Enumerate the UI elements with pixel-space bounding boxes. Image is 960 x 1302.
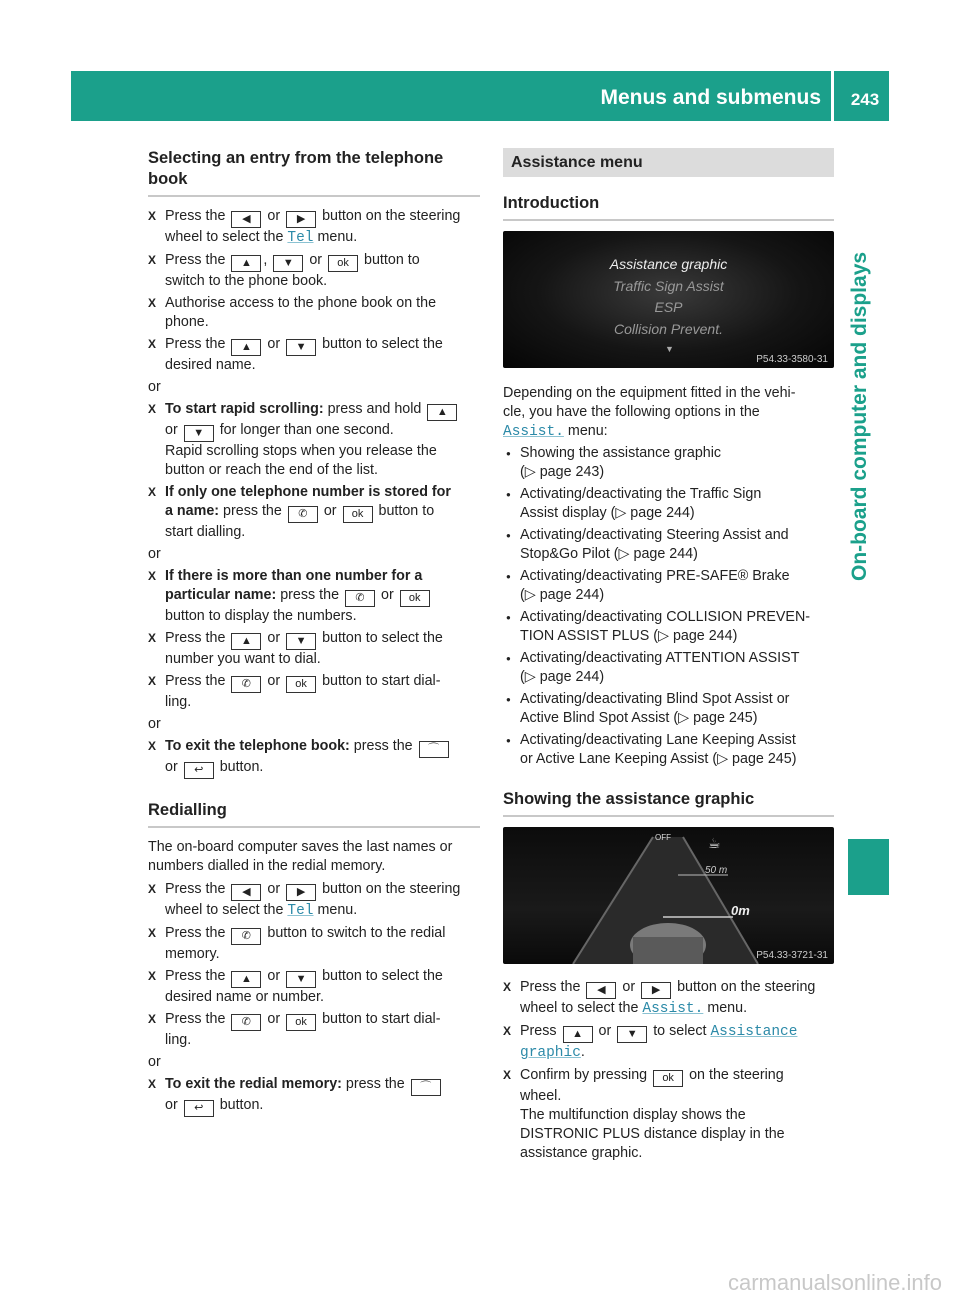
list-item: ● Activating/deactivating Steering Assist and Stop&Go Pilot (▷ page 244) <box>503 526 834 564</box>
step: X Press the ▲ , ▼ or ok button to switch to the phone book. <box>148 251 480 291</box>
ok-key-icon: ok <box>328 255 358 272</box>
left-column <box>148 148 480 1120</box>
right-arrow-key-icon: ▶ <box>286 884 316 901</box>
step: X Press the ◀ or ▶ button on the steering wheel to select the Tel menu. <box>148 207 480 248</box>
or-text: or <box>148 1054 161 1070</box>
right-arrow-key-icon: ▶ <box>641 982 671 999</box>
up-key-icon: ▲ <box>231 633 261 650</box>
down-key-icon: ▼ <box>286 339 316 356</box>
phone-key-icon: ✆ <box>288 506 318 523</box>
chapter-label: On-board computer and displays <box>848 251 871 581</box>
list-item: ● Activating/deactivating Blind Spot Assist or Active Blind Spot Assist (▷ page 245) <box>503 690 834 728</box>
or-text: or <box>148 379 161 395</box>
menu-item-collision-prevent: Collision Prevent. <box>614 321 723 337</box>
phone-key-icon: ✆ <box>231 676 261 693</box>
heading-showing-assistance-graphic: Showing the assistance graphic <box>503 789 834 817</box>
heading-introduction: Introduction <box>503 193 834 221</box>
step: X Press ▲ or ▼ to select Assistance graphic. <box>503 1022 834 1063</box>
distance-label: 50 m <box>705 865 728 876</box>
list-item: ● Activating/deactivating ATTENTION ASSIST (▷ page 244) <box>503 649 834 687</box>
left-arrow-key-icon: ◀ <box>231 884 261 901</box>
road-graphic <box>503 827 834 964</box>
step: X Press the ✆ button to switch to the redial memory. <box>148 924 480 964</box>
chapter-sidebar <box>848 121 889 821</box>
heading-phone-book: Selecting an entry from the telephone book <box>148 148 480 197</box>
step: X Confirm by pressing ok on the steering wheel. The multifunction display shows the DISTRONIC PLUS distance display in the assistance graphic. <box>503 1066 834 1163</box>
up-key-icon: ▲ <box>427 404 457 421</box>
list-item: ● Activating/deactivating Lane Keeping Assist or Active Lane Keeping Assist (▷ page 245) <box>503 731 834 769</box>
scroll-down-icon: ▼ <box>665 344 674 354</box>
chapter-tab <box>848 839 889 895</box>
menu-item-esp: ESP <box>654 299 683 315</box>
ok-key-icon: ok <box>400 590 430 607</box>
figure-code: P54.33-3721-31 <box>756 950 828 961</box>
or-text: or <box>148 546 161 562</box>
up-key-icon: ▲ <box>231 255 261 272</box>
step: X Press the ✆ or ok button to start dial- ling. <box>148 1010 480 1050</box>
coffee-cup-icon: ☕ <box>708 835 721 851</box>
list-item: ● Activating/deactivating PRE-SAFE® Brake (▷ page 244) <box>503 567 834 605</box>
options-list <box>503 444 834 769</box>
figure-code: P54.33-3580-31 <box>756 354 828 365</box>
menu-item-assistance-graphic: Assistance graphic <box>609 256 728 272</box>
assistance-menu-banner: Assistance menu <box>503 148 834 177</box>
hang-up-key-icon: ⌒ <box>411 1079 441 1096</box>
menu-item-traffic-sign-assist: Traffic Sign Assist <box>613 278 724 294</box>
step: X Press the ✆ or ok button to start dial- ling. <box>148 672 480 712</box>
step: X Press the ▲ or ▼ button to select the desired name. <box>148 335 480 375</box>
back-key-icon: ↩ <box>184 1100 214 1117</box>
watermark: carmanualsonline.info <box>727 1270 942 1295</box>
step: X Press the ▲ or ▼ button to select the number you want to dial. <box>148 629 480 669</box>
ok-key-icon: ok <box>653 1070 683 1087</box>
down-key-icon: ▼ <box>184 425 214 442</box>
ok-key-icon: ok <box>286 1014 316 1031</box>
left-arrow-key-icon: ◀ <box>586 982 616 999</box>
list-item: ● Activating/deactivating COLLISION PREVEN- TION ASSIST PLUS (▷ page 244) <box>503 608 834 646</box>
intro-paragraph: Depending on the equipment fitted in the vehi- cle, you have the following options in the Assist. menu: <box>503 385 796 440</box>
step: X If only one telephone number is stored for a name: press the ✆ or ok button to start dialling. <box>148 483 480 542</box>
up-key-icon: ▲ <box>231 339 261 356</box>
up-key-icon: ▲ <box>231 971 261 988</box>
ok-key-icon: ok <box>286 676 316 693</box>
phone-key-icon: ✆ <box>345 590 375 607</box>
page-header <box>71 71 889 121</box>
assistance-graphic-photo <box>503 827 834 964</box>
step: X To exit the telephone book: press the ⌒ or ↩ button. <box>148 737 480 779</box>
step: X To exit the redial memory: press the ⌒ or ↩ button. <box>148 1075 480 1117</box>
down-key-icon: ▼ <box>617 1026 647 1043</box>
step: X Press the ▲ or ▼ button to select the desired name or number. <box>148 967 480 1007</box>
left-arrow-key-icon: ◀ <box>231 211 261 228</box>
ok-key-icon: ok <box>343 506 373 523</box>
step: X To start rapid scrolling: press and hold ▲ or ▼ for longer than one second. Rapid scrolling stops when you release the button or reach the end of the list. <box>148 400 480 480</box>
step: X Press the ◀ or ▶ button on the steering wheel to select the Assist. menu. <box>503 978 834 1019</box>
page-number: 243 <box>850 90 880 109</box>
steering-assist-off-icon: OFF <box>655 833 671 842</box>
list-item: ● Showing the assistance graphic (▷ page 243) <box>503 444 834 482</box>
assistance-menu-photo <box>503 231 834 368</box>
section-title: Menus and submenus <box>600 86 821 109</box>
step: X If there is more than one number for a particular name: press the ✆ or ok button to display the numbers. <box>148 567 480 626</box>
phone-key-icon: ✆ <box>231 1014 261 1031</box>
phone-key-icon: ✆ <box>231 928 261 945</box>
up-key-icon: ▲ <box>563 1026 593 1043</box>
down-key-icon: ▼ <box>286 633 316 650</box>
right-column <box>503 148 834 1166</box>
header-divider <box>831 71 834 121</box>
or-text: or <box>148 716 161 732</box>
step: X Press the ◀ or ▶ button on the steering wheel to select the Tel menu. <box>148 880 480 921</box>
step: X Authorise access to the phone book on the phone. <box>148 294 480 332</box>
list-item: ● Activating/deactivating the Traffic Sign Assist display (▷ page 244) <box>503 485 834 523</box>
heading-redialling: Redialling <box>148 800 480 828</box>
redial-intro: The on-board computer saves the last names or numbers dialled in the redial memory. <box>148 839 453 874</box>
back-key-icon: ↩ <box>184 762 214 779</box>
distance-label: 0m <box>731 903 750 918</box>
down-key-icon: ▼ <box>273 255 303 272</box>
hang-up-key-icon: ⌒ <box>419 741 449 758</box>
down-key-icon: ▼ <box>286 971 316 988</box>
right-arrow-key-icon: ▶ <box>286 211 316 228</box>
